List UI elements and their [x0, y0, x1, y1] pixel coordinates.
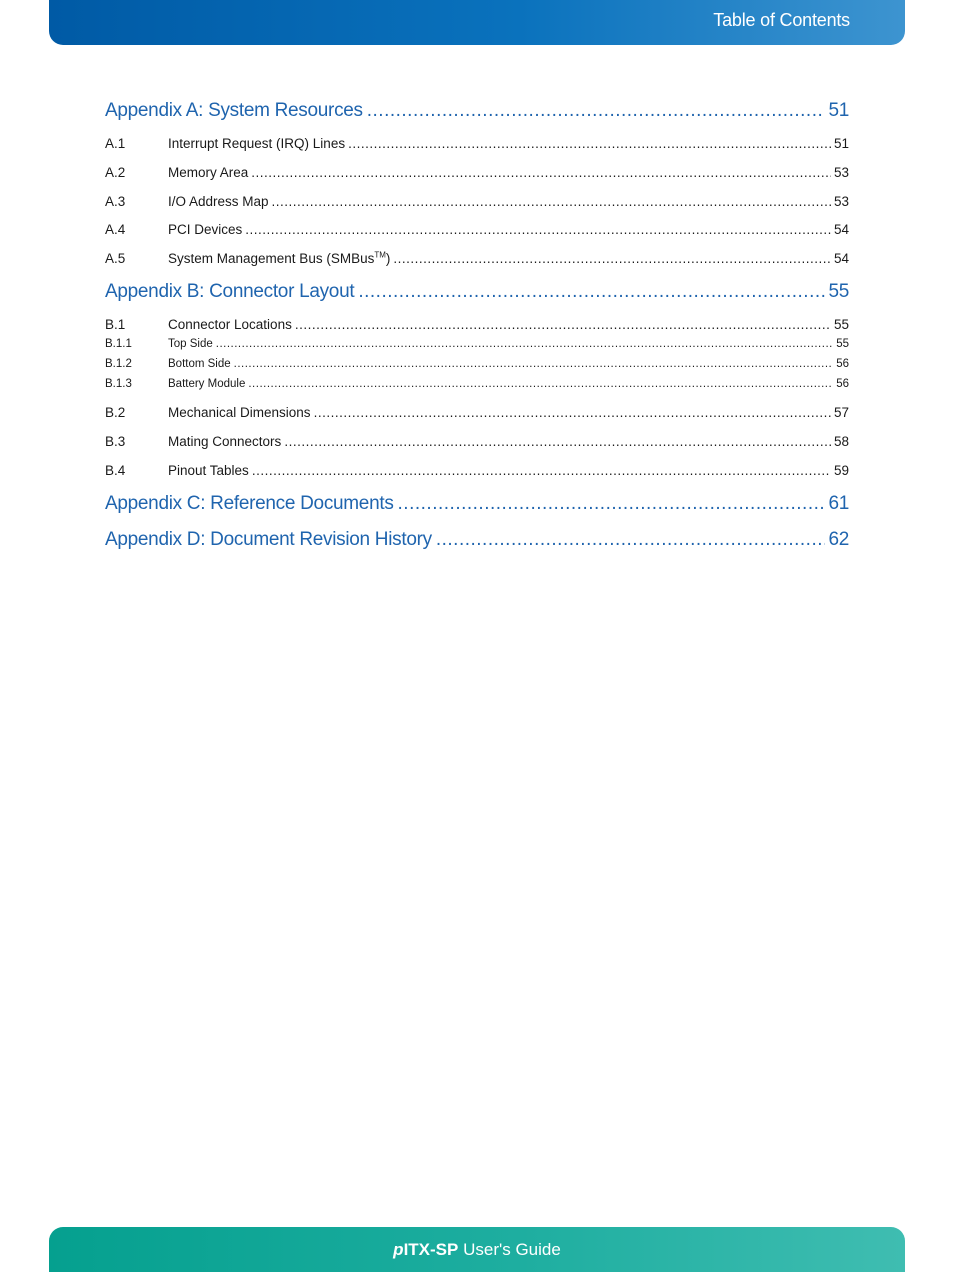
toc-entry-title: Bottom Side	[168, 358, 231, 370]
toc-entry-page: 61	[828, 493, 849, 514]
toc-entry-number: A.2	[105, 165, 126, 180]
toc-entry-title: Interrupt Request (IRQ) Lines	[168, 136, 346, 151]
toc-leader	[436, 529, 826, 551]
toc-leader	[234, 358, 834, 370]
trademark-mark: TM	[374, 250, 386, 260]
toc-entry-page: 62	[828, 529, 849, 550]
toc-entry-page: 51	[833, 136, 849, 151]
toc-entry-number: A.3	[105, 194, 126, 209]
toc-leader	[358, 281, 825, 303]
toc-entry-b4[interactable]	[105, 463, 849, 478]
toc-entry-number: B.1	[105, 317, 126, 332]
toc-entry-title: Mating Connectors	[168, 434, 282, 449]
toc-entry-appendix-c[interactable]	[105, 493, 849, 515]
toc-leader	[393, 251, 831, 266]
toc-entry-a2[interactable]	[105, 165, 849, 180]
toc-entry-number: B.1.3	[105, 378, 132, 390]
toc-entry-page: 56	[836, 358, 849, 370]
toc-entry-number: B.3	[105, 434, 126, 449]
toc-entry-a5[interactable]	[105, 251, 849, 266]
toc-leader	[348, 136, 831, 151]
product-model: ITX-SP	[403, 1240, 459, 1259]
toc-entry-b1-2[interactable]	[105, 358, 849, 370]
toc-leader	[251, 165, 831, 180]
toc-entry-title	[168, 251, 390, 266]
toc-entry-page: 53	[833, 194, 849, 209]
toc-entry-page: 56	[836, 378, 849, 390]
toc-entry-title: Appendix A: System Resources	[105, 100, 363, 121]
header-title: Table of Contents	[713, 10, 850, 30]
toc-entry-number: A.1	[105, 136, 126, 151]
toc-entry-number: B.1.2	[105, 358, 132, 370]
toc-entry-page: 55	[833, 317, 849, 332]
toc-entry-page: 55	[828, 281, 849, 302]
guide-label: User's Guide	[458, 1240, 561, 1259]
footer-title	[49, 1240, 905, 1260]
footer-bar	[49, 1227, 905, 1272]
toc-leader	[272, 194, 831, 209]
toc-entry-appendix-b[interactable]	[105, 281, 849, 303]
toc-entry-title: I/O Address Map	[168, 194, 269, 209]
toc-entry-a4[interactable]	[105, 222, 849, 237]
toc-entry-a3[interactable]	[105, 194, 849, 209]
toc-entry-number: B.4	[105, 463, 126, 478]
toc-entry-a1[interactable]	[105, 136, 849, 151]
toc-entry-title: Memory Area	[168, 165, 249, 180]
toc-entry-title: Appendix C: Reference Documents	[105, 493, 394, 514]
toc-entry-appendix-d[interactable]	[105, 529, 849, 551]
toc-entry-number: A.4	[105, 222, 126, 237]
product-name	[393, 1240, 458, 1259]
toc-leader	[245, 222, 831, 237]
toc-leader	[252, 463, 831, 478]
toc-entry-title: Pinout Tables	[168, 463, 249, 478]
toc-title-main: System Management Bus (SMBus	[168, 251, 375, 266]
toc-entry-title: Top Side	[168, 338, 213, 350]
toc-entry-b3[interactable]	[105, 434, 849, 449]
product-prefix: p	[393, 1240, 404, 1259]
toc-leader	[295, 317, 831, 332]
toc-entry-page: 58	[833, 434, 849, 449]
toc-entry-title: PCI Devices	[168, 222, 243, 237]
toc-entry-b1-3[interactable]	[105, 378, 849, 390]
toc-entry-b1-1[interactable]	[105, 338, 849, 350]
toc-leader	[248, 378, 833, 390]
toc-entry-page: 54	[833, 251, 849, 266]
toc-entry-page: 53	[833, 165, 849, 180]
toc-entry-title: Connector Locations	[168, 317, 292, 332]
toc-entry-title: Mechanical Dimensions	[168, 405, 311, 420]
toc-entry-number: B.1.1	[105, 338, 132, 350]
toc-entry-number: B.2	[105, 405, 126, 420]
toc-leader	[314, 405, 831, 420]
toc-entry-b2[interactable]	[105, 405, 849, 420]
toc-entry-page: 54	[833, 222, 849, 237]
toc-entry-title: Appendix D: Document Revision History	[105, 529, 432, 550]
toc-entry-b1[interactable]	[105, 317, 849, 332]
toc-entry-page: 55	[836, 338, 849, 350]
toc-leader	[398, 493, 826, 515]
toc-entry-appendix-a[interactable]	[105, 100, 849, 122]
toc-entry-number: A.5	[105, 251, 126, 266]
toc-entry-page: 59	[833, 463, 849, 478]
toc-leader	[284, 434, 831, 449]
toc-entry-title: Appendix B: Connector Layout	[105, 281, 355, 302]
toc-entry-title: Battery Module	[168, 378, 246, 390]
toc-entry-page: 57	[833, 405, 849, 420]
toc-leader	[367, 100, 826, 122]
toc-title-end: )	[385, 251, 391, 266]
toc-entry-page: 51	[828, 100, 849, 121]
toc-leader	[216, 338, 833, 350]
header-bar	[49, 0, 905, 45]
